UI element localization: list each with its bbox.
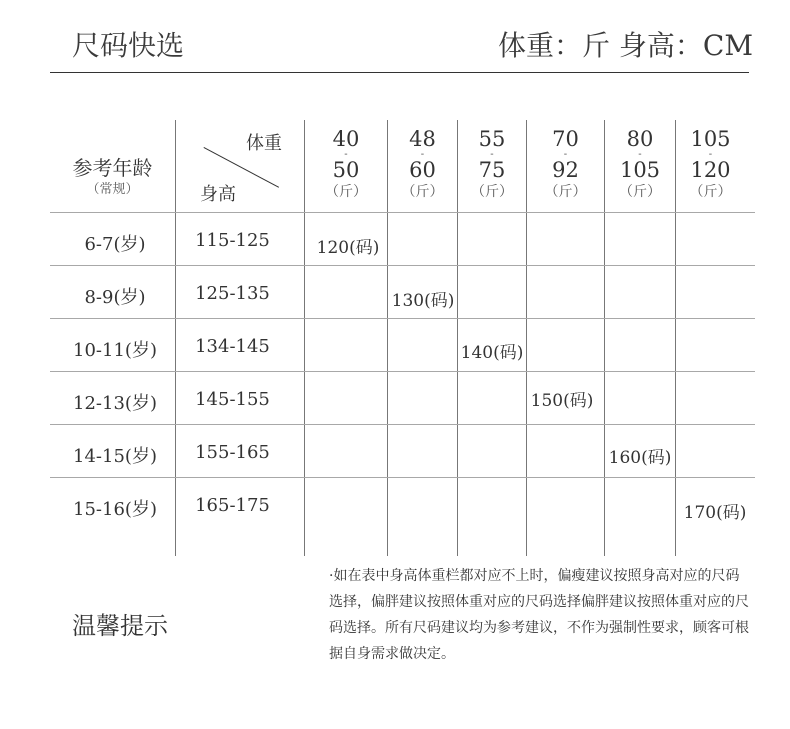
age-cell: 12-13(岁) <box>73 393 157 414</box>
weight-range-end: 105 <box>619 158 661 182</box>
weight-range-end: 60 <box>409 158 436 182</box>
table-row-divider <box>50 424 755 425</box>
size-cell: 120(码) <box>316 238 380 258</box>
height-cell: 155-165 <box>195 442 270 463</box>
age-column-note: （常规） <box>86 182 139 197</box>
height-cell: 115-125 <box>195 230 270 251</box>
height-cell: 165-175 <box>195 495 270 516</box>
table-row-divider <box>50 265 755 266</box>
weight-column-header <box>526 128 605 202</box>
table-row-divider <box>50 371 755 372</box>
diagonal-header-cell <box>176 120 304 212</box>
size-cell: 140(码) <box>460 343 524 363</box>
weight-range-start: 40 <box>332 127 360 151</box>
age-cell: 14-15(岁) <box>73 446 157 467</box>
weight-range-dash: - <box>563 149 568 160</box>
weight-column-header <box>675 128 746 202</box>
height-cell: 125-135 <box>195 283 270 304</box>
weight-unit: （斤） <box>619 184 661 200</box>
table-row-divider <box>50 477 755 478</box>
size-cell: 130(码) <box>391 291 455 311</box>
age-column-label: 参考年龄 <box>72 156 153 180</box>
page-title: 尺码快选 <box>72 29 185 62</box>
age-cell: 6-7(岁) <box>84 234 146 255</box>
weight-unit: （斤） <box>471 184 513 200</box>
weight-unit: （斤） <box>325 184 367 200</box>
age-column-header <box>50 155 175 199</box>
weight-range-start: 55 <box>478 127 506 151</box>
table-row-divider <box>50 212 755 213</box>
diagonal-header-weight: 体重 <box>246 133 282 154</box>
diagonal-header-height: 身高 <box>200 184 236 205</box>
weight-range-dash: - <box>344 149 348 160</box>
weight-column-header <box>604 128 676 202</box>
weight-range-dash: - <box>638 149 642 160</box>
tips-title: 温馨提示 <box>72 612 168 640</box>
weight-range-dash: - <box>708 149 713 160</box>
height-cell: 145-155 <box>195 389 270 410</box>
weight-range-end: 120 <box>690 158 731 182</box>
age-cell: 10-11(岁) <box>73 340 157 361</box>
weight-column-header <box>304 128 388 202</box>
height-cell: 134-145 <box>195 336 270 357</box>
age-cell: 8-9(岁) <box>84 287 146 308</box>
weight-unit: （斤） <box>544 184 587 200</box>
weight-range-end: 92 <box>552 158 579 182</box>
weight-range-end: 75 <box>478 158 506 182</box>
weight-range-start: 70 <box>552 127 579 151</box>
table-row-divider <box>50 318 755 319</box>
weight-range-dash: - <box>490 149 494 160</box>
weight-unit: （斤） <box>401 184 444 200</box>
weight-unit: （斤） <box>689 184 732 200</box>
weight-column-header <box>457 128 527 202</box>
weight-range-dash: - <box>420 149 425 160</box>
size-cell: 160(码) <box>608 448 672 468</box>
weight-range-start: 105 <box>690 127 731 151</box>
weight-range-end: 50 <box>332 158 360 182</box>
units-legend: 体重：斤 身高：CM <box>498 29 753 62</box>
age-cell: 15-16(岁) <box>73 499 157 520</box>
size-cell: 170(码) <box>683 503 747 523</box>
weight-range-start: 80 <box>626 127 654 151</box>
tips-text: ·如在表中身高体重栏都对应不上时，偏瘦建议按照身高对应的尺码选择，偏胖建议按照体重对应的尺码选择偏胖建议按照体重对应的尺码选择。所有尺码建议均为参考建议，不作为强制性要求，顾客可根据自身需求做决定。 <box>329 568 749 662</box>
weight-range-start: 48 <box>409 127 436 151</box>
weight-column-header <box>387 128 458 202</box>
size-cell: 150(码) <box>530 391 594 411</box>
